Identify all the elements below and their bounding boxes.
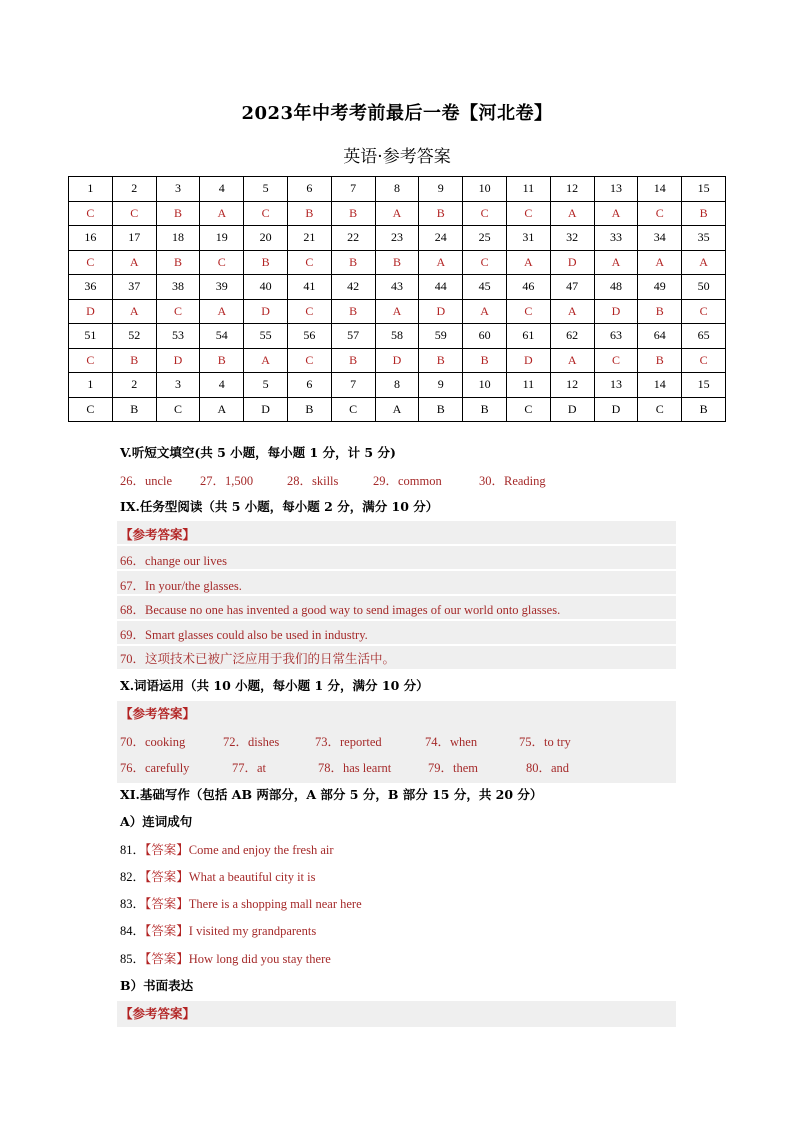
- question-number-cell: 6: [287, 177, 331, 202]
- answer-cell: D: [375, 348, 419, 373]
- answer-cell: A: [375, 397, 419, 422]
- answer-75: 75．to try: [519, 735, 571, 749]
- answer-78: 78．has learnt: [318, 761, 392, 775]
- question-number-cell: 3: [156, 373, 200, 398]
- answer-70: [120, 649, 395, 667]
- item-number: 70．: [120, 652, 146, 666]
- question-number-cell: 2: [112, 373, 156, 398]
- question-number-cell: 57: [331, 324, 375, 349]
- question-number-cell: 12: [550, 177, 594, 202]
- answer-29: 29．common: [373, 474, 442, 488]
- answer-cell: B: [331, 201, 375, 226]
- question-number-cell: 51: [69, 324, 113, 349]
- question-number-cell: 47: [550, 275, 594, 300]
- question-number-cell: 5: [244, 373, 288, 398]
- answer-cell: B: [638, 299, 682, 324]
- answer-cell: A: [112, 250, 156, 275]
- question-number-cell: 11: [506, 373, 550, 398]
- answer-cell: B: [331, 250, 375, 275]
- answer-cell: C: [69, 201, 113, 226]
- answer-27: 27．1,500: [200, 474, 254, 488]
- answer-67: [120, 576, 242, 594]
- question-number-cell: 14: [638, 373, 682, 398]
- answer-cell: A: [200, 201, 244, 226]
- answer-76: 76．carefully: [120, 761, 190, 775]
- item-number: 84．: [120, 924, 146, 938]
- question-number-cell: 42: [331, 275, 375, 300]
- answer-cell: B: [682, 397, 726, 422]
- question-number-cell: 4: [200, 373, 244, 398]
- item-number: 67．: [120, 579, 146, 593]
- item-number: 82．: [120, 870, 146, 884]
- question-number-cell: 15: [682, 177, 726, 202]
- question-number-cell: 53: [156, 324, 200, 349]
- answer-cell: A: [550, 201, 594, 226]
- question-number-cell: 46: [506, 275, 550, 300]
- question-number-cell: 3: [156, 177, 200, 202]
- question-number-row: [69, 373, 726, 398]
- answer-cell: B: [112, 397, 156, 422]
- shade-band: [117, 1001, 676, 1027]
- question-number-cell: 56: [287, 324, 331, 349]
- answer-cell: A: [594, 201, 638, 226]
- answer-66: [120, 551, 227, 569]
- answer-row: [69, 397, 726, 422]
- answer-cell: B: [682, 201, 726, 226]
- question-number-cell: 13: [594, 373, 638, 398]
- question-number-cell: 36: [69, 275, 113, 300]
- answer-cell: C: [463, 250, 507, 275]
- question-number-cell: 5: [244, 177, 288, 202]
- answer-cell: C: [638, 201, 682, 226]
- item-number: 83．: [120, 897, 146, 911]
- answer-table: [68, 176, 726, 422]
- question-number-cell: 48: [594, 275, 638, 300]
- answer-row: [69, 250, 726, 275]
- question-number-row: [69, 324, 726, 349]
- section-v-heading: V.听短文填空(共 5 小题，每小题 1 分，计 5 分): [120, 445, 396, 460]
- question-number-cell: 58: [375, 324, 419, 349]
- answer-cell: B: [156, 201, 200, 226]
- answer-cell: B: [463, 397, 507, 422]
- section-v-answers: [120, 471, 546, 489]
- answer-cell: C: [69, 397, 113, 422]
- question-number-cell: 60: [463, 324, 507, 349]
- answer-69: [120, 625, 368, 643]
- answer-cell: B: [331, 348, 375, 373]
- answer-cell: B: [156, 250, 200, 275]
- item-number: 85．: [120, 952, 146, 966]
- answer-cell: C: [506, 397, 550, 422]
- question-number-cell: 6: [287, 373, 331, 398]
- question-number-cell: 7: [331, 177, 375, 202]
- item-text: How long did you stay there: [188, 952, 331, 966]
- answer-cell: C: [463, 201, 507, 226]
- question-number-cell: 34: [638, 226, 682, 251]
- question-number-cell: 9: [419, 373, 463, 398]
- answer-84: [120, 921, 316, 939]
- question-number-cell: 64: [638, 324, 682, 349]
- question-number-cell: 55: [244, 324, 288, 349]
- answer-30: 30．Reading: [479, 474, 546, 488]
- answer-cell: D: [506, 348, 550, 373]
- answer-cell: C: [156, 397, 200, 422]
- answer-cell: C: [682, 348, 726, 373]
- item-text: Because no one has invented a good way to send images of our world onto glasses.: [145, 603, 561, 617]
- question-number-cell: 44: [419, 275, 463, 300]
- question-number-cell: 62: [550, 324, 594, 349]
- section-x-row-1: [120, 732, 571, 750]
- answer-cell: C: [638, 397, 682, 422]
- question-number-cell: 52: [112, 324, 156, 349]
- answer-cell: B: [375, 250, 419, 275]
- item-text: What a beautiful city it is: [188, 870, 316, 884]
- answer-cell: D: [594, 299, 638, 324]
- question-number-row: [69, 275, 726, 300]
- question-number-cell: 14: [638, 177, 682, 202]
- question-number-cell: 8: [375, 177, 419, 202]
- answer-cell: D: [244, 299, 288, 324]
- answer-cell: A: [200, 397, 244, 422]
- answer-82: [120, 867, 315, 885]
- question-number-cell: 25: [463, 226, 507, 251]
- answer-cell: A: [463, 299, 507, 324]
- question-number-cell: 24: [419, 226, 463, 251]
- answer-cell: C: [506, 201, 550, 226]
- item-number: 66．: [120, 554, 146, 568]
- question-number-cell: 13: [594, 177, 638, 202]
- question-number-cell: 9: [419, 177, 463, 202]
- answer-81: [120, 840, 334, 858]
- answer-72: 72．dishes: [223, 735, 280, 749]
- answer-cell: A: [682, 250, 726, 275]
- question-number-cell: 11: [506, 177, 550, 202]
- answer-cell: C: [69, 348, 113, 373]
- answer-cell: B: [331, 299, 375, 324]
- question-number-cell: 16: [69, 226, 113, 251]
- answer-cell: C: [682, 299, 726, 324]
- answer-cell: A: [200, 299, 244, 324]
- answer-cell: B: [419, 397, 463, 422]
- answer-cell: C: [112, 201, 156, 226]
- answer-cell: D: [550, 250, 594, 275]
- answer-tag: 【答案】: [145, 897, 189, 911]
- answer-row: [69, 299, 726, 324]
- answer-cell: A: [375, 201, 419, 226]
- question-number-cell: 32: [550, 226, 594, 251]
- answer-cell: A: [550, 299, 594, 324]
- answer-cell: B: [638, 348, 682, 373]
- question-number-cell: 65: [682, 324, 726, 349]
- answer-79: 79．them: [428, 761, 478, 775]
- answer-row: [69, 201, 726, 226]
- question-number-cell: 39: [200, 275, 244, 300]
- question-number-cell: 49: [638, 275, 682, 300]
- answer-cell: C: [69, 250, 113, 275]
- answer-cell: B: [287, 201, 331, 226]
- document-title: 2023年中考考前最后一卷【河北卷】: [241, 103, 553, 124]
- question-number-cell: 10: [463, 177, 507, 202]
- answer-cell: B: [419, 348, 463, 373]
- answer-80: 80．and: [526, 761, 570, 775]
- answer-cell: D: [244, 397, 288, 422]
- reference-answer-label: 【参考答案】: [120, 706, 196, 721]
- answer-73: 73．reported: [315, 735, 382, 749]
- question-number-cell: 8: [375, 373, 419, 398]
- answer-cell: B: [287, 397, 331, 422]
- question-number-cell: 23: [375, 226, 419, 251]
- item-number: 81．: [120, 843, 146, 857]
- question-number-cell: 63: [594, 324, 638, 349]
- section-x-row-2: [120, 758, 569, 776]
- answer-26: 26．uncle: [120, 474, 173, 488]
- question-number-cell: 33: [594, 226, 638, 251]
- question-number-cell: 41: [287, 275, 331, 300]
- question-number-cell: 15: [682, 373, 726, 398]
- reference-answer-label: 【参考答案】: [120, 1006, 196, 1021]
- part-b-label: B）书面表达: [120, 978, 194, 993]
- answer-cell: C: [287, 348, 331, 373]
- answer-cell: A: [112, 299, 156, 324]
- question-number-cell: 1: [69, 373, 113, 398]
- answer-cell: D: [419, 299, 463, 324]
- question-number-cell: 38: [156, 275, 200, 300]
- item-text: There is a shopping mall near here: [188, 897, 362, 911]
- answer-cell: A: [244, 348, 288, 373]
- answer-cell: C: [287, 250, 331, 275]
- answer-cell: B: [200, 348, 244, 373]
- question-number-cell: 19: [200, 226, 244, 251]
- question-number-cell: 20: [244, 226, 288, 251]
- question-number-cell: 17: [112, 226, 156, 251]
- answer-cell: C: [287, 299, 331, 324]
- answer-68: [120, 600, 560, 618]
- part-a-label: A）连词成句: [120, 814, 193, 829]
- question-number-cell: 59: [419, 324, 463, 349]
- document-subtitle: 英语·参考答案: [343, 147, 451, 167]
- question-number-row: [69, 226, 726, 251]
- question-number-cell: 40: [244, 275, 288, 300]
- question-number-cell: 21: [287, 226, 331, 251]
- answer-cell: C: [594, 348, 638, 373]
- question-number-cell: 45: [463, 275, 507, 300]
- answer-28: 28．skills: [287, 474, 339, 488]
- question-number-cell: 37: [112, 275, 156, 300]
- question-number-cell: 7: [331, 373, 375, 398]
- answer-cell: A: [594, 250, 638, 275]
- answer-cell: A: [638, 250, 682, 275]
- question-number-cell: 50: [682, 275, 726, 300]
- answer-cell: C: [156, 299, 200, 324]
- answer-tag: 【答案】: [145, 870, 189, 884]
- answer-cell: C: [244, 201, 288, 226]
- answer-cell: B: [419, 201, 463, 226]
- question-number-cell: 18: [156, 226, 200, 251]
- answer-74: 74．when: [425, 735, 478, 749]
- shade-band: [117, 521, 676, 545]
- item-text: Smart glasses could also be used in industry.: [145, 628, 368, 642]
- section-x-heading: X.词语运用（共 10 小题，每小题 1 分，满分 10 分）: [120, 678, 429, 693]
- question-number-cell: 2: [112, 177, 156, 202]
- item-text: I visited my grandparents: [188, 924, 317, 938]
- answer-cell: C: [200, 250, 244, 275]
- answer-83: [120, 894, 362, 912]
- item-number: 68．: [120, 603, 146, 617]
- item-text: change our lives: [145, 554, 227, 568]
- question-number-cell: 31: [506, 226, 550, 251]
- answer-cell: D: [550, 397, 594, 422]
- section-ix-heading: IX.任务型阅读（共 5 小题，每小题 2 分，满分 10 分）: [120, 499, 439, 514]
- item-text: Come and enjoy the fresh air: [188, 843, 334, 857]
- answer-cell: A: [550, 348, 594, 373]
- answer-85: [120, 949, 331, 967]
- answer-tag: 【答案】: [145, 924, 189, 938]
- answer-cell: C: [331, 397, 375, 422]
- answer-tag: 【答案】: [145, 843, 189, 857]
- question-number-cell: 10: [463, 373, 507, 398]
- question-number-row: [69, 177, 726, 202]
- question-number-cell: 12: [550, 373, 594, 398]
- item-text: In your/the glasses.: [145, 579, 242, 593]
- reference-answer-label: 【参考答案】: [120, 527, 196, 542]
- answer-cell: A: [419, 250, 463, 275]
- answer-cell: C: [506, 299, 550, 324]
- answer-cell: D: [594, 397, 638, 422]
- question-number-cell: 1: [69, 177, 113, 202]
- answer-77: 77．at: [232, 761, 267, 775]
- answer-row: [69, 348, 726, 373]
- question-number-cell: 54: [200, 324, 244, 349]
- answer-cell: A: [506, 250, 550, 275]
- section-xi-heading: XI.基础写作（包括 AB 两部分，A 部分 5 分，B 部分 15 分，共 20 分）: [120, 787, 543, 802]
- answer-cell: B: [463, 348, 507, 373]
- answer-cell: D: [156, 348, 200, 373]
- question-number-cell: 35: [682, 226, 726, 251]
- item-number: 69．: [120, 628, 146, 642]
- question-number-cell: 4: [200, 177, 244, 202]
- question-number-cell: 43: [375, 275, 419, 300]
- answer-cell: B: [112, 348, 156, 373]
- answer-tag: 【答案】: [145, 952, 189, 966]
- question-number-cell: 61: [506, 324, 550, 349]
- answer-71: 70．cooking: [120, 735, 186, 749]
- answer-cell: D: [69, 299, 113, 324]
- question-number-cell: 22: [331, 226, 375, 251]
- item-text: 这项技术已被广泛应用于我们的日常生活中。: [145, 652, 396, 666]
- answer-cell: B: [244, 250, 288, 275]
- answer-cell: A: [375, 299, 419, 324]
